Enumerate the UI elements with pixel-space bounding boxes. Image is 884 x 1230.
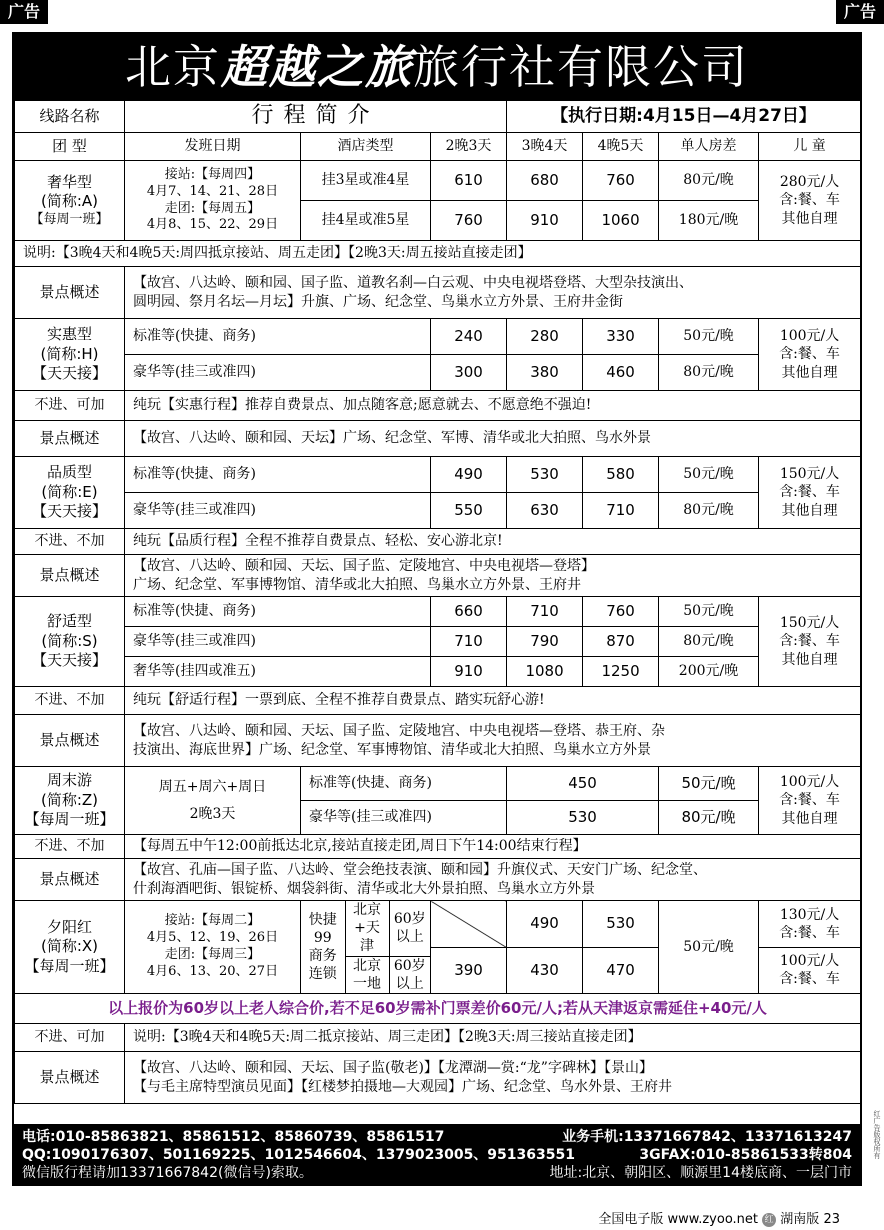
tour-s-name: 舒适型 (简称:S) 【天天接】 bbox=[15, 597, 125, 687]
col-child: 儿 童 bbox=[759, 133, 861, 161]
tour-z-rule-label: 不进、不加 bbox=[15, 835, 125, 859]
contact-footer bbox=[12, 1124, 862, 1186]
tour-a-price-2-3n4d: 910 bbox=[507, 201, 583, 241]
tour-a-child: 280元/人 含:餐、车 其他自理 bbox=[759, 161, 861, 241]
tour-e-single-2: 80元/晚 bbox=[659, 493, 759, 529]
tour-h-price-2-2n3d: 300 bbox=[431, 355, 507, 391]
tour-e-child: 150元/人 含:餐、车 其他自理 bbox=[759, 457, 861, 529]
tour-s-price-1-2n3d: 660 bbox=[431, 597, 507, 627]
tour-a-price-2-4n5d: 1060 bbox=[583, 201, 659, 241]
tour-x-rule: 说明:【3晚4天和4晚5天:周二抵京接站、周三走团】【2晚3天:周三接站直接走团】 bbox=[125, 1024, 861, 1052]
tour-a-hotel-1: 挂3星或准4星 bbox=[301, 161, 431, 201]
tour-h-price-2-4n5d: 460 bbox=[583, 355, 659, 391]
contact-qq: QQ:1090176307、501169225、1012546604、1379023005、951363551 bbox=[22, 1147, 575, 1163]
tour-h-hotel-2: 豪华等(挂三或准四) bbox=[125, 355, 431, 391]
contact-wechat: 微信版行程请加13371667842(微信号)索取。 bbox=[22, 1165, 313, 1181]
contact-fax: 3GFAX:010-85861533转804 bbox=[639, 1147, 852, 1163]
tour-h-rule: 纯玩【实惠行程】推荐自费景点、加点随客意;愿意就去、不愿意绝不强迫! bbox=[125, 391, 861, 421]
tour-x-city-a: 北京 +天津 bbox=[345, 901, 389, 956]
tour-a-hotel-2: 挂4星或准5星 bbox=[301, 201, 431, 241]
tour-s-spots-label: 景点概述 bbox=[15, 715, 125, 767]
route-name-label: 线路名称 bbox=[15, 101, 125, 133]
tour-x-dates: 接站:【每周二】 4月5、12、19、26日 走团:【每周三】 4月6、13、20、27日 bbox=[125, 901, 301, 994]
tour-z-single-1: 50元/晚 bbox=[659, 767, 759, 801]
tour-s-child: 150元/人 含:餐、车 其他自理 bbox=[759, 597, 861, 687]
tour-a-note: 说明:【3晚4天和4晚5天:周四抵京接站、周五走团】【2晚3天:周五接站直接走团】 bbox=[15, 241, 861, 267]
tour-h-hotel-1: 标准等(快捷、商务) bbox=[125, 319, 431, 355]
tour-s-price-1-4n5d: 760 bbox=[583, 597, 659, 627]
tour-h-rule-label: 不进、可加 bbox=[15, 391, 125, 421]
tour-x-hotel: 快捷 99 商务 连锁 bbox=[301, 901, 345, 993]
tour-s-spots: 【故宫、八达岭、颐和园、天坛、国子监、定陵地宫、中央电视塔—登塔、恭王府、杂 技演出、海底世界】广场、纪念堂、军事博物馆、清华或北大拍照、鸟巢水立方外景 bbox=[125, 715, 861, 767]
col-3n4d: 3晚4天 bbox=[507, 133, 583, 161]
senior-price-notice: 以上报价为60岁以上老人综合价,若不足60岁需补门票差价60元/人;若从天津返京需延住+40元/人 bbox=[15, 994, 861, 1024]
tour-h-price-1-3n4d: 280 bbox=[507, 319, 583, 355]
tour-x-price-1-4n5d: 530 bbox=[583, 901, 659, 948]
tour-z-price-2: 530 bbox=[507, 801, 659, 835]
tour-z-rule: 【每周五中午12:00前抵达北京,接站直接走团,周日下午14:00结束行程】 bbox=[125, 835, 861, 859]
tour-s-price-2-4n5d: 870 bbox=[583, 627, 659, 657]
tour-e-name: 品质型 (简称:E) 【天天接】 bbox=[15, 457, 125, 529]
ad-frame bbox=[12, 32, 862, 1142]
tour-e-single-1: 50元/晚 bbox=[659, 457, 759, 493]
tour-s-price-3-2n3d: 910 bbox=[431, 657, 507, 687]
tour-x-hotel-block bbox=[301, 901, 431, 994]
col-single-supplement: 单人房差 bbox=[659, 133, 759, 161]
ad-label-left: 广告 bbox=[0, 0, 48, 24]
company-name-post: 旅行社有限公司 bbox=[413, 40, 749, 94]
tour-a-dates: 接站:【每周四】 4月7、14、21、28日 走团:【每周五】 4月8、15、22、29日 bbox=[125, 161, 301, 241]
tour-s-hotel-2: 豪华等(挂三或准四) bbox=[125, 627, 431, 657]
tour-z-schedule: 周五+周六+周日 2晚3天 bbox=[125, 767, 301, 835]
tour-z-spots-label: 景点概述 bbox=[15, 859, 125, 901]
tour-a-name: 奢华型 (简称:A) 【每周一班】 bbox=[15, 161, 125, 241]
tour-z-child: 100元/人 含:餐、车 其他自理 bbox=[759, 767, 861, 835]
col-departure: 发班日期 bbox=[125, 133, 301, 161]
tour-x-empty-cell bbox=[431, 901, 507, 948]
tour-s-price-2-2n3d: 710 bbox=[431, 627, 507, 657]
brand-logo-icon: 红 bbox=[762, 1213, 776, 1227]
tour-x-name: 夕阳红 (简称:X) 【每周一班】 bbox=[15, 901, 125, 994]
tour-x-rule-label: 不进、可加 bbox=[15, 1024, 125, 1052]
tour-s-hotel-1: 标准等(快捷、商务) bbox=[125, 597, 431, 627]
page-footer bbox=[598, 1208, 840, 1227]
page-number: 23 bbox=[823, 1212, 840, 1227]
tour-s-price-3-3n4d: 1080 bbox=[507, 657, 583, 687]
tour-x-spots: 【故宫、八达岭、颐和园、天坛、国子监(敬老)】【龙潭湖—赏:“龙”字碑林】【景山】 【与毛主席特型演员见面】【红楼梦拍摄地—大观园】广场、纪念堂、鸟水外景、王府井 bbox=[125, 1052, 861, 1104]
itinerary-table bbox=[14, 100, 861, 1104]
tour-x-child-2: 100元/人 含:餐、车 bbox=[759, 947, 861, 994]
tour-a-spots-label: 景点概述 bbox=[15, 267, 125, 319]
region-label: 湖南版 bbox=[780, 1212, 820, 1227]
tour-h-child: 100元/人 含:餐、车 其他自理 bbox=[759, 319, 861, 391]
tour-x-price-2-3n4d: 430 bbox=[507, 947, 583, 994]
tour-s-price-1-3n4d: 710 bbox=[507, 597, 583, 627]
tour-e-price-1-4n5d: 580 bbox=[583, 457, 659, 493]
tour-s-hotel-3: 奢华等(挂四或准五) bbox=[125, 657, 431, 687]
tour-e-hotel-1: 标准等(快捷、商务) bbox=[125, 457, 431, 493]
tour-e-price-1-2n3d: 490 bbox=[431, 457, 507, 493]
tour-h-spots: 【故宫、八达岭、颐和园、天坛】广场、纪念堂、军博、清华或北大拍照、鸟水外景 bbox=[125, 421, 861, 457]
tour-a-spots: 【故宫、八达岭、颐和园、国子监、道教名刹—白云观、中央电视塔登塔、大型杂技演出、 圆明园、祭月名坛—月坛】升旗、广场、纪念堂、鸟巢水立方外景、王府井金街 bbox=[125, 267, 861, 319]
execution-date: 【执行日期:4月15日—4月27日】 bbox=[507, 101, 861, 133]
tour-h-spots-label: 景点概述 bbox=[15, 421, 125, 457]
tour-s-single-3: 200元/晚 bbox=[659, 657, 759, 687]
tour-x-city-b: 北京 一地 bbox=[345, 956, 389, 993]
tour-x-age-a: 60岁 以上 bbox=[389, 901, 430, 956]
tour-z-hotel-1: 标准等(快捷、商务) bbox=[301, 767, 507, 801]
col-4n5d: 4晚5天 bbox=[583, 133, 659, 161]
tour-a-price-1-4n5d: 760 bbox=[583, 161, 659, 201]
tour-a-price-1-2n3d: 610 bbox=[431, 161, 507, 201]
company-name-em: 超越之旅 bbox=[221, 40, 413, 94]
col-hotel: 酒店类型 bbox=[301, 133, 431, 161]
tour-h-name: 实惠型 (简称:H) 【天天接】 bbox=[15, 319, 125, 391]
side-copyright: 红广告版权所有 bbox=[873, 1110, 881, 1159]
tour-x-single: 50元/晚 bbox=[659, 901, 759, 994]
col-tour-type: 团 型 bbox=[15, 133, 125, 161]
tour-x-price-2-4n5d: 470 bbox=[583, 947, 659, 994]
tour-x-price-1-3n4d: 490 bbox=[507, 901, 583, 948]
tour-e-spots: 【故宫、八达岭、颐和园、天坛、国子监、定陵地宫、中央电视塔—登塔】 广场、纪念堂、军事博物馆、清华或北大拍照、鸟巢水立方外景、王府井 bbox=[125, 555, 861, 597]
tour-x-price-2-2n3d: 390 bbox=[431, 947, 507, 994]
itinerary-title: 行程简介 bbox=[125, 101, 507, 133]
tour-s-price-3-4n5d: 1250 bbox=[583, 657, 659, 687]
tour-x-child-1: 130元/人 含:餐、车 bbox=[759, 901, 861, 948]
tour-x-spots-label: 景点概述 bbox=[15, 1052, 125, 1104]
tour-a-price-1-3n4d: 680 bbox=[507, 161, 583, 201]
tour-a-single-2: 180元/晚 bbox=[659, 201, 759, 241]
tour-e-price-1-3n4d: 530 bbox=[507, 457, 583, 493]
contact-phone: 电话:010-85863821、85861512、85860739、85861517 bbox=[22, 1129, 445, 1145]
tour-h-price-1-4n5d: 330 bbox=[583, 319, 659, 355]
tour-z-hotel-2: 豪华等(挂三或准四) bbox=[301, 801, 507, 835]
tour-s-price-2-3n4d: 790 bbox=[507, 627, 583, 657]
company-name-pre: 北京 bbox=[125, 40, 221, 94]
tour-s-rule: 纯玩【舒适行程】一票到底、全程不推荐自费景点、踏实玩舒心游! bbox=[125, 687, 861, 715]
tour-e-price-2-2n3d: 550 bbox=[431, 493, 507, 529]
tour-z-name: 周末游 (简称:Z) 【每周一班】 bbox=[15, 767, 125, 835]
tour-h-price-1-2n3d: 240 bbox=[431, 319, 507, 355]
col-2n3d: 2晚3天 bbox=[431, 133, 507, 161]
tour-z-price-1: 450 bbox=[507, 767, 659, 801]
tour-z-spots: 【故宫、孔庙—国子监、八达岭、堂会绝技表演、颐和园】升旗仪式、天安门广场、纪念堂、 什刹海酒吧街、银锭桥、烟袋斜街、清华或北大外景拍照、鸟巢水立方外景 bbox=[125, 859, 861, 901]
contact-address: 地址:北京、朝阳区、顺源里14楼底商、一层门市 bbox=[549, 1165, 852, 1181]
tour-h-single-1: 50元/晚 bbox=[659, 319, 759, 355]
tour-h-price-2-3n4d: 380 bbox=[507, 355, 583, 391]
ad-label-right: 广告 bbox=[836, 0, 884, 24]
tour-s-single-2: 80元/晚 bbox=[659, 627, 759, 657]
tour-x-age-b: 60岁 以上 bbox=[393, 957, 426, 992]
tour-e-hotel-2: 豪华等(挂三或准四) bbox=[125, 493, 431, 529]
tour-e-price-2-3n4d: 630 bbox=[507, 493, 583, 529]
tour-a-price-2-2n3d: 760 bbox=[431, 201, 507, 241]
tour-e-rule: 纯玩【品质行程】全程不推荐自费景点、轻松、安心游北京! bbox=[125, 529, 861, 555]
site-link[interactable]: www.zyoo.net bbox=[667, 1212, 759, 1227]
tour-s-single-1: 50元/晚 bbox=[659, 597, 759, 627]
tour-e-spots-label: 景点概述 bbox=[15, 555, 125, 597]
tour-h-single-2: 80元/晚 bbox=[659, 355, 759, 391]
tour-z-single-2: 80元/晚 bbox=[659, 801, 759, 835]
tour-e-rule-label: 不进、不加 bbox=[15, 529, 125, 555]
company-header bbox=[14, 34, 860, 100]
tour-s-rule-label: 不进、不加 bbox=[15, 687, 125, 715]
tour-e-price-2-4n5d: 710 bbox=[583, 493, 659, 529]
tour-a-single-1: 80元/晚 bbox=[659, 161, 759, 201]
edition-label: 全国电子版 bbox=[598, 1212, 664, 1227]
contact-mobile: 业务手机:13371667842、13371613247 bbox=[562, 1129, 852, 1145]
